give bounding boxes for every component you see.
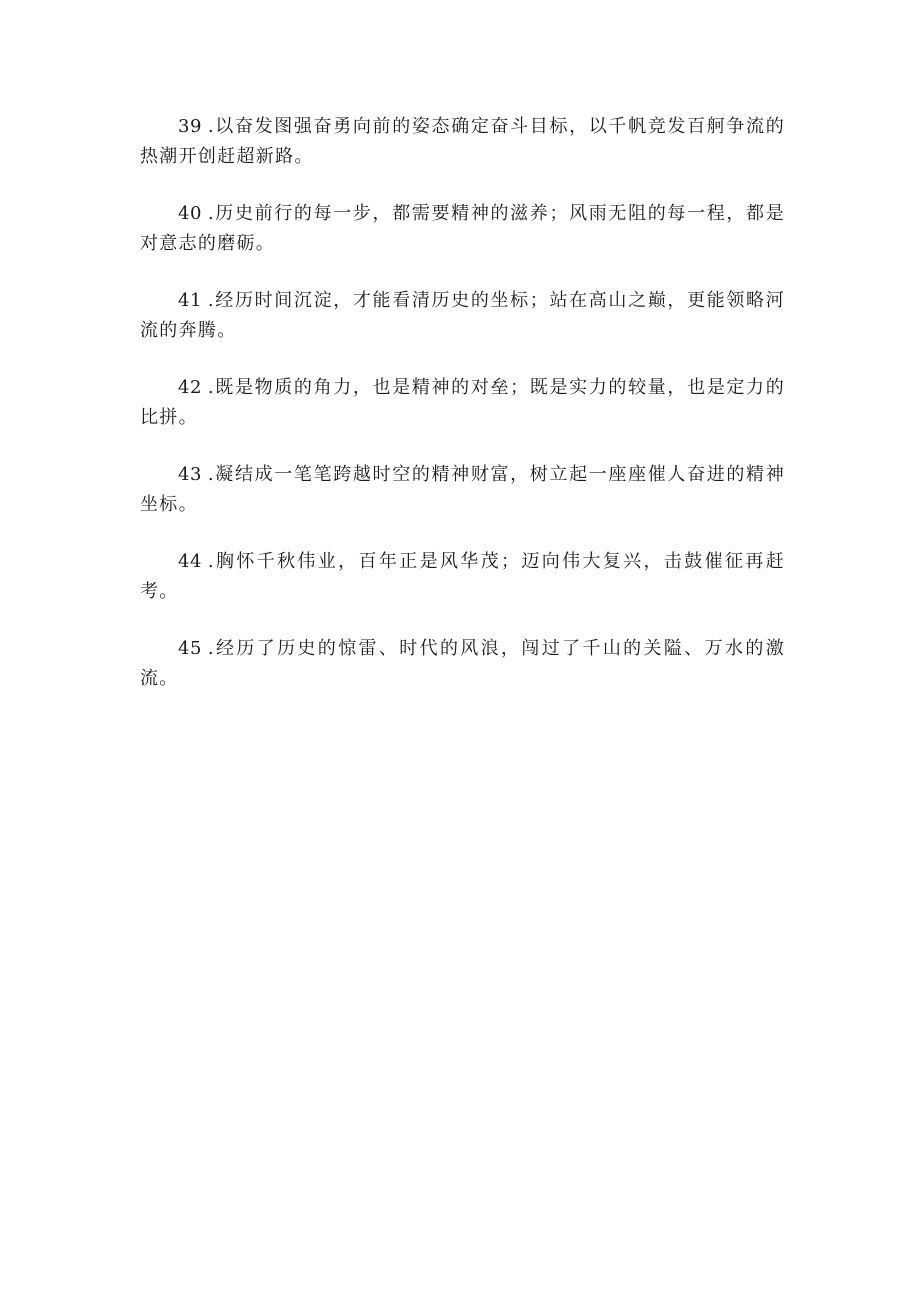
list-item	[140, 199, 785, 259]
list-item	[140, 634, 785, 694]
item-text: 凝结成一笔笔跨越时空的精神财富，树立起一座座催人奋进的精神坐标。	[140, 464, 785, 515]
item-separator: .	[207, 551, 215, 572]
document-body	[140, 112, 785, 721]
item-separator: .	[207, 638, 215, 659]
list-item	[140, 112, 785, 172]
item-number: 44	[178, 551, 202, 572]
item-text: 既是物质的角力，也是精神的对垒；既是实力的较量，也是定力的比拼。	[140, 377, 785, 428]
item-text: 经历时间沉淀，才能看清历史的坐标；站在高山之巅，更能领略河流的奔腾。	[140, 290, 785, 341]
item-text: 历史前行的每一步，都需要精神的滋养；风雨无阻的每一程，都是对意志的磨砺。	[140, 203, 785, 254]
item-separator: .	[207, 377, 215, 398]
item-number: 40	[178, 203, 202, 224]
item-text: 胸怀千秋伟业，百年正是风华茂；迈向伟大复兴，击鼓催征再赶考。	[140, 551, 785, 602]
item-number: 45	[178, 638, 202, 659]
item-number: 43	[178, 464, 202, 485]
list-item	[140, 547, 785, 607]
item-separator: .	[207, 203, 215, 224]
item-text: 经历了历史的惊雷、时代的风浪，闯过了千山的关隘、万水的激流。	[140, 638, 785, 689]
item-number: 41	[178, 290, 202, 311]
item-separator: .	[207, 290, 215, 311]
list-item	[140, 373, 785, 433]
item-number: 42	[178, 377, 202, 398]
item-separator: .	[207, 116, 215, 137]
list-item	[140, 286, 785, 346]
list-item	[140, 460, 785, 520]
item-text: 以奋发图强奋勇向前的姿态确定奋斗目标，以千帆竞发百舸争流的热潮开创赶超新路。	[140, 116, 785, 167]
item-separator: .	[207, 464, 215, 485]
item-number: 39	[178, 116, 202, 137]
